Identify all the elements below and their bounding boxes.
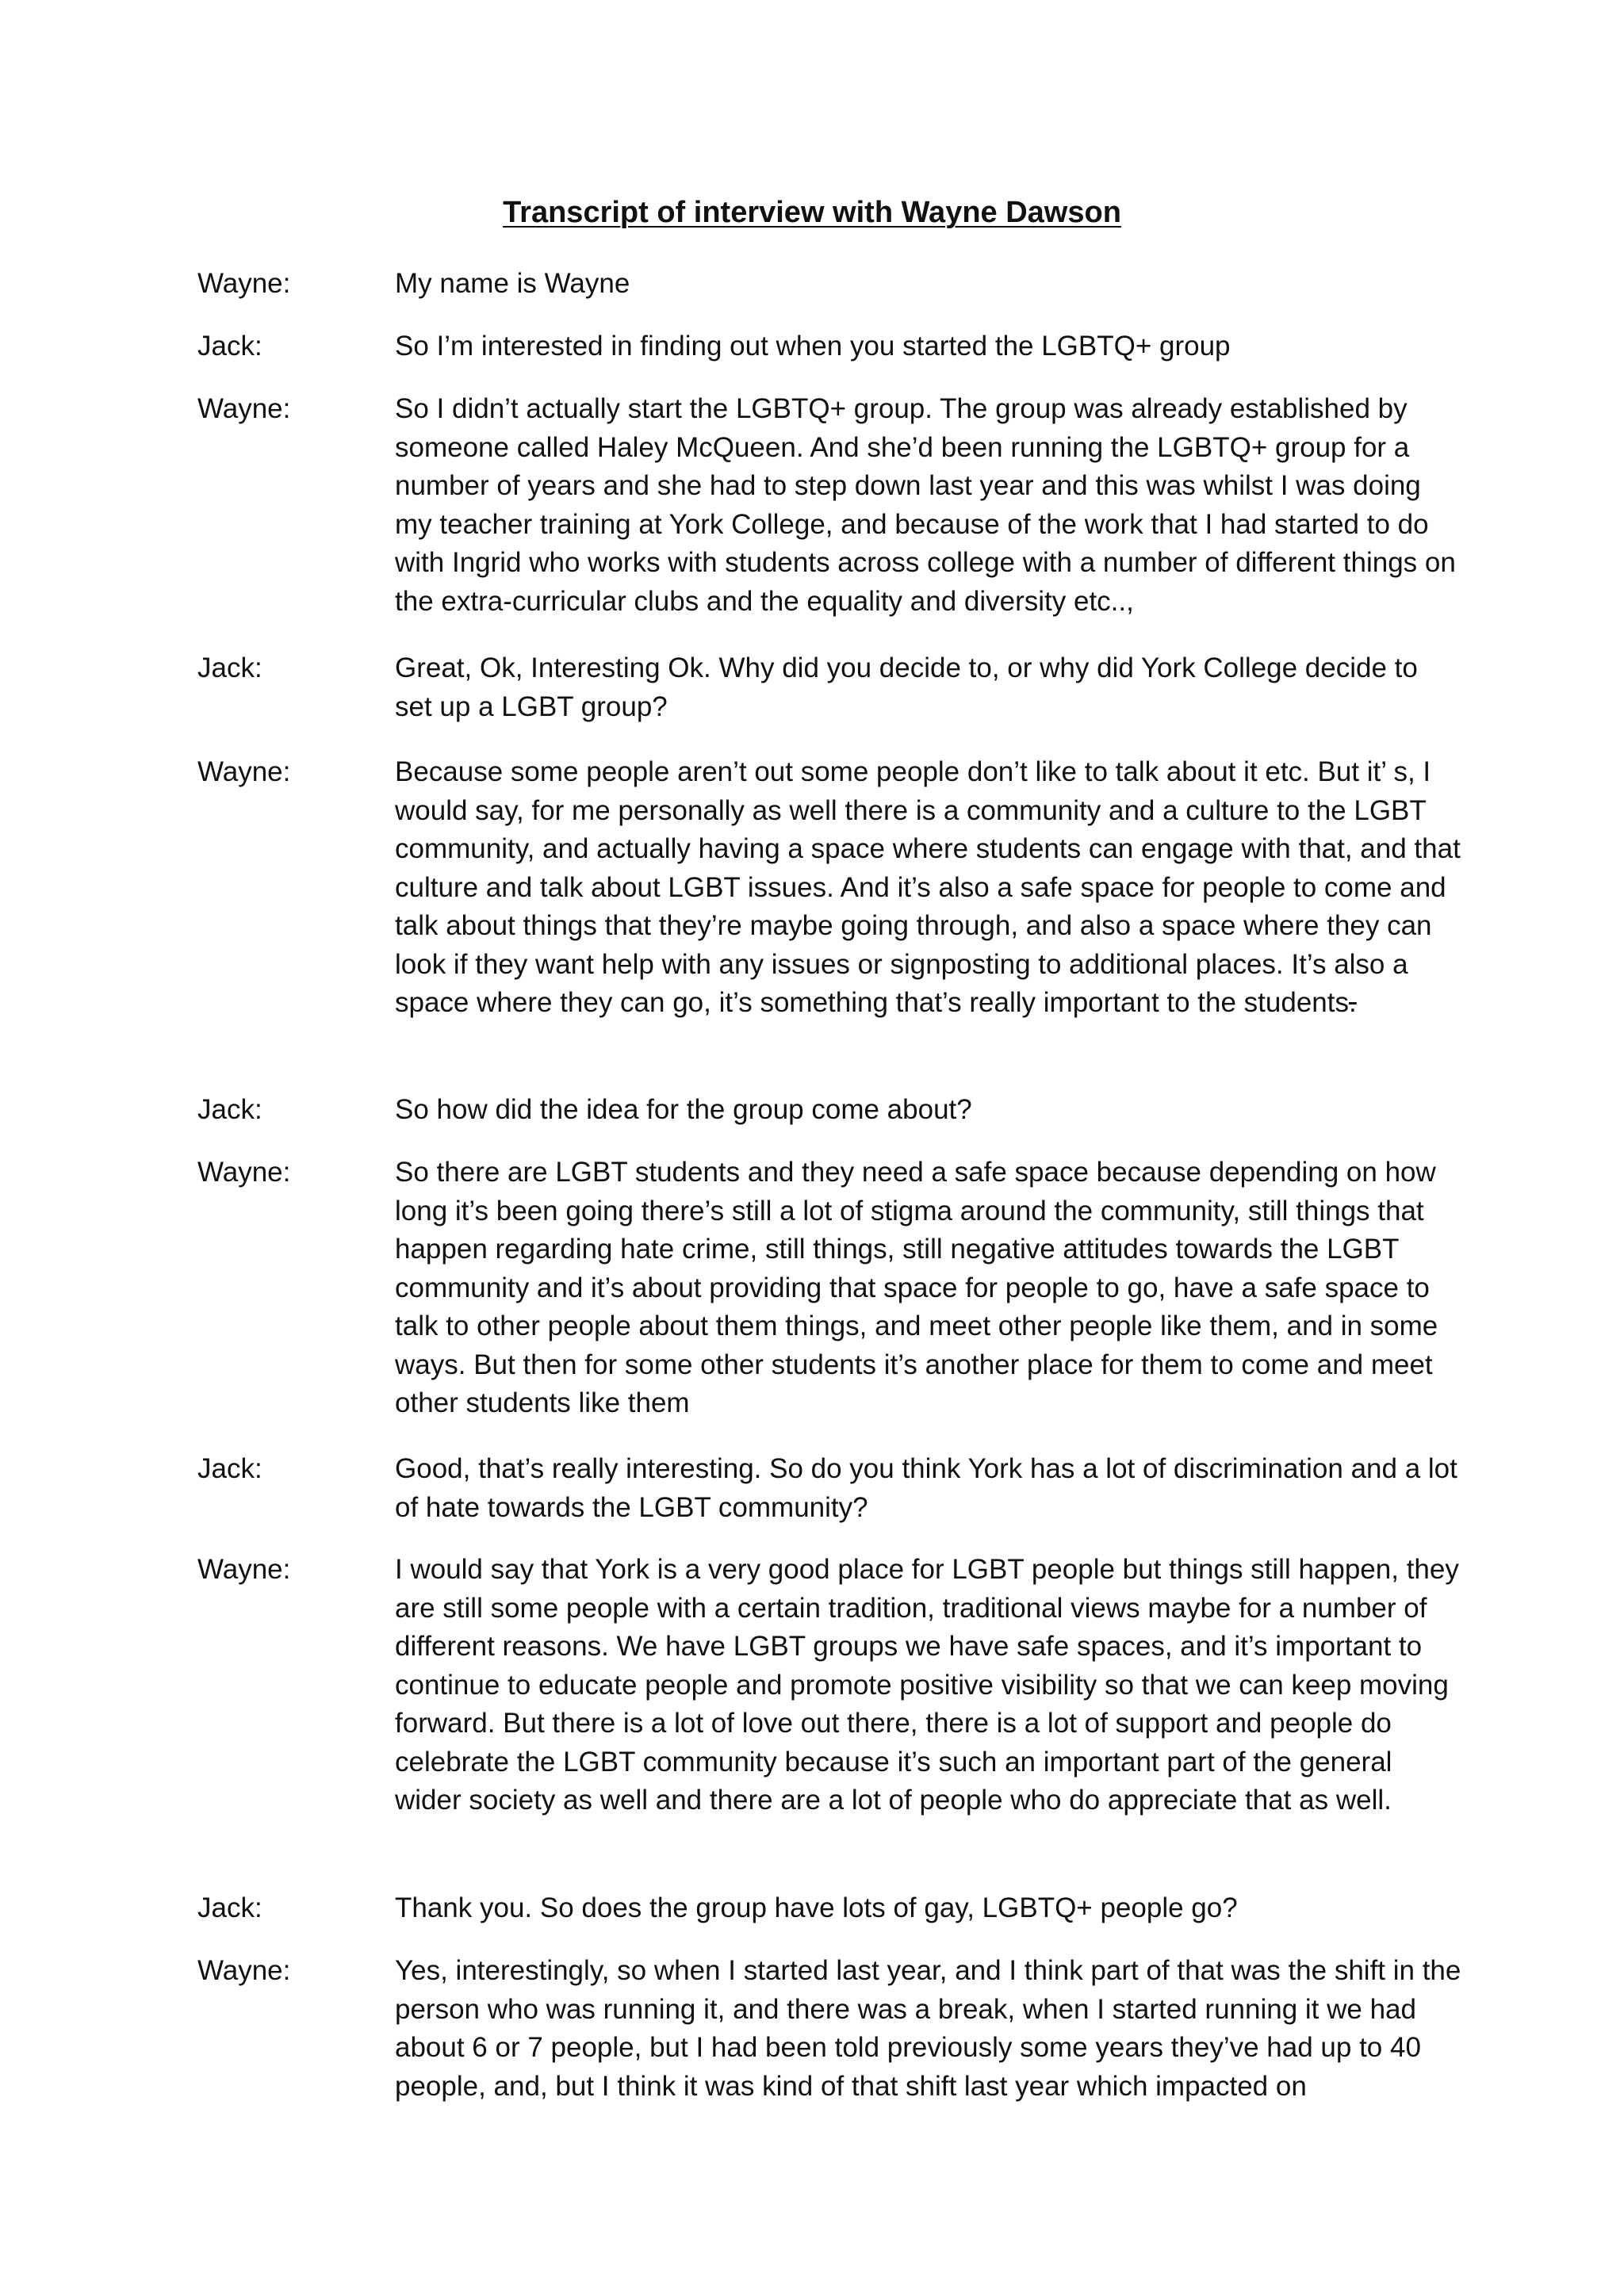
utterance-text	[395, 753, 1461, 1023]
speaker-label: Wayne:	[197, 1554, 291, 1585]
speaker-label: Wayne:	[197, 1157, 291, 1188]
utterance-text: Yes, interestingly, so when I started last year, and I think part of that was the shift in the person who was running it, and there was a break, when I started running it we had about 6 or 7 people, but I had been told previously some years they’ve had up to 40 people, and, but I think it was kind of that shift last year which impacted on	[395, 1955, 1461, 2102]
utterance-text: So I’m interested in finding out when you started the LGBTQ+ group	[395, 331, 1231, 362]
speaker-label: Jack:	[197, 1453, 262, 1484]
speaker-label: Jack:	[197, 1094, 262, 1125]
utterance-body: Because some people aren’t out some people don’t like to talk about it etc. But it’ s, I would say, for me personally as well there is a community and a culture to the LGBT community, and actually having a space where students can engage with that, and that culture and talk about LGBT issues. And it’s also a safe space for people to come and talk about things that they’re maybe going through, and also a space where they can look if they want help with any issues or signposting to additional places. It’s also a space where they can go, it’s something that’s really important to the students	[395, 756, 1461, 1018]
utterance-text: I would say that York is a very good place for LGBT people but things still happen, they are still some people with a certain tradition, traditional views maybe for a number of different reasons. We have LGBT groups we have safe spaces, and it’s important to continue to educate people and promote positive visibility so that we can keep moving forward. But there is a lot of love out there, there is a lot of support and people do celebrate the LGBT community because it’s such an important part of the general wider society as well and there are a lot of people who do appreciate that as well.	[395, 1554, 1459, 1816]
utterance-text: Great, Ok, Interesting Ok. Why did you decide to, or why did York College decide to set up a LGBT group?	[395, 652, 1418, 722]
utterance-text: So I didn’t actually start the LGBTQ+ group. The group was already established by someone called Haley McQueen. And she’d been running the LGBTQ+ group for a number of years and she had to step down last year and this was whilst I was doing my teacher training at York College, and because of the work that I had started to do with Ingrid who works with students across college with a number of different things on the extra-curricular clubs and the equality and diversity etc..,	[395, 393, 1456, 617]
utterance-text: My name is Wayne	[395, 268, 630, 299]
speaker-label: Jack:	[197, 652, 262, 683]
document-title: Transcript of interview with Wayne Dawson	[503, 196, 1121, 229]
struck-period: .	[1349, 987, 1357, 1018]
utterance-text: Good, that’s really interesting. So do you think York has a lot of discrimination and a lot of hate towards the LGBT community?	[395, 1453, 1457, 1523]
speaker-label: Wayne:	[197, 268, 291, 299]
utterance-text: Thank you. So does the group have lots of gay, LGBTQ+ people go?	[395, 1892, 1238, 1923]
speaker-label: Jack:	[197, 331, 262, 362]
utterance-text: So there are LGBT students and they need a safe space because depending on how long it’s been going there’s still a lot of stigma around the community, still things that happen regarding hate crime, still things, still negative attitudes towards the LGBT community and it’s about providing that space for people to go, have a safe space to talk to other people about them things, and meet other people like them, and in some ways. But then for some other students it’s another place for them to come and meet other students like them	[395, 1157, 1438, 1418]
speaker-label: Wayne:	[197, 393, 291, 424]
utterance-text: So how did the idea for the group come about?	[395, 1094, 972, 1125]
speaker-label: Jack:	[197, 1892, 262, 1923]
speaker-label: Wayne:	[197, 1955, 291, 1986]
speaker-label: Wayne:	[197, 756, 291, 787]
